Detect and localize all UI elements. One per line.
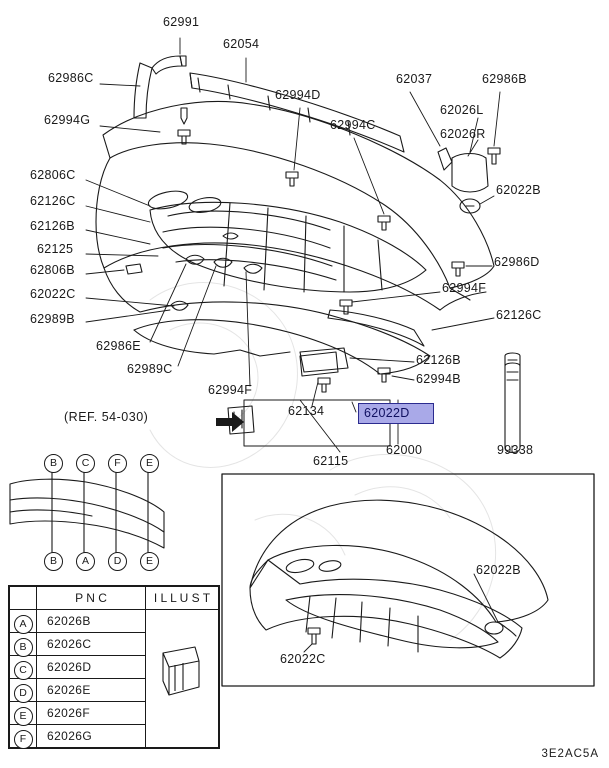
part-label: 62054	[223, 37, 260, 51]
legend-pnc[interactable]: 62026E	[37, 679, 146, 702]
part-label: 62986D	[494, 255, 540, 269]
bracket-illustration-icon	[147, 617, 217, 737]
part-label: 62994D	[275, 88, 321, 102]
legend-mark-c	[10, 656, 37, 679]
legend-mark-a	[10, 610, 37, 633]
callout-mark: F	[14, 730, 33, 749]
part-label: 62806B	[30, 263, 75, 277]
legend-mark-d	[10, 679, 37, 702]
part-label: 62126B	[30, 219, 75, 233]
part-label: 62126C	[30, 194, 76, 208]
part-label: 62026R	[440, 127, 486, 141]
callout-mark: E	[140, 454, 159, 473]
legend-header-mark	[10, 587, 37, 610]
legend-mark-f	[10, 725, 37, 748]
callout-mark: E	[14, 707, 33, 726]
legend-pnc[interactable]: 62026B	[37, 610, 146, 633]
part-label: 62022B	[476, 563, 521, 577]
part-label: 62994G	[44, 113, 91, 127]
callout-mark: D	[108, 552, 127, 571]
part-label: 62986E	[96, 339, 141, 353]
part-label: 62806C	[30, 168, 76, 182]
legend-header-pnc: P N C	[37, 587, 146, 610]
callout-mark: C	[76, 454, 95, 473]
part-label: 62022B	[496, 183, 541, 197]
part-label: 62026L	[440, 103, 484, 117]
part-label: 62989C	[127, 362, 173, 376]
highlighted-part-number[interactable]: 62022D	[358, 403, 434, 424]
parts-legend-table	[8, 585, 220, 749]
part-label: 62994F	[442, 281, 487, 295]
part-label: 62126C	[496, 308, 542, 322]
part-label: 62125	[37, 242, 74, 256]
part-label: 62986B	[482, 72, 527, 86]
callout-mark: B	[44, 454, 63, 473]
callout-mark: F	[108, 454, 127, 473]
part-label: 62115	[313, 454, 349, 468]
part-label: 62126B	[416, 353, 461, 367]
legend-illustration-cell	[146, 610, 219, 748]
legend-pnc[interactable]: 62026F	[37, 702, 146, 725]
part-label: 62994F	[208, 383, 253, 397]
legend-header-illust: I L L U S T	[146, 587, 219, 610]
part-label: 62991	[163, 15, 200, 29]
callout-mark: B	[44, 552, 63, 571]
part-label: 62986C	[48, 71, 94, 85]
legend-pnc[interactable]: 62026G	[37, 725, 146, 748]
part-label: 62994B	[416, 372, 461, 386]
part-label: 62022C	[30, 287, 76, 301]
callout-mark: A	[76, 552, 95, 571]
legend-mark-b	[10, 633, 37, 656]
callout-mark: E	[140, 552, 159, 571]
callout-mark: B	[14, 638, 33, 657]
legend-pnc[interactable]: 62026D	[37, 656, 146, 679]
part-label: 99338	[497, 443, 534, 457]
part-label: 62022C	[280, 652, 326, 666]
table-row	[10, 610, 219, 633]
callout-mark: C	[14, 661, 33, 680]
part-label: 62037	[396, 72, 433, 86]
legend-pnc[interactable]: 62026C	[37, 633, 146, 656]
part-label: 62134	[288, 404, 325, 418]
callout-mark: D	[14, 684, 33, 703]
diagram-footer-code: 3E2AC5A	[541, 748, 599, 760]
part-label: 62994C	[330, 118, 376, 132]
reference-note[interactable]: (REF. 54-030)	[64, 410, 149, 424]
legend-mark-e	[10, 702, 37, 725]
part-label: 62989B	[30, 312, 75, 326]
part-label: 62000	[386, 443, 423, 457]
table-header-row	[10, 587, 219, 610]
callout-mark: A	[14, 615, 33, 634]
